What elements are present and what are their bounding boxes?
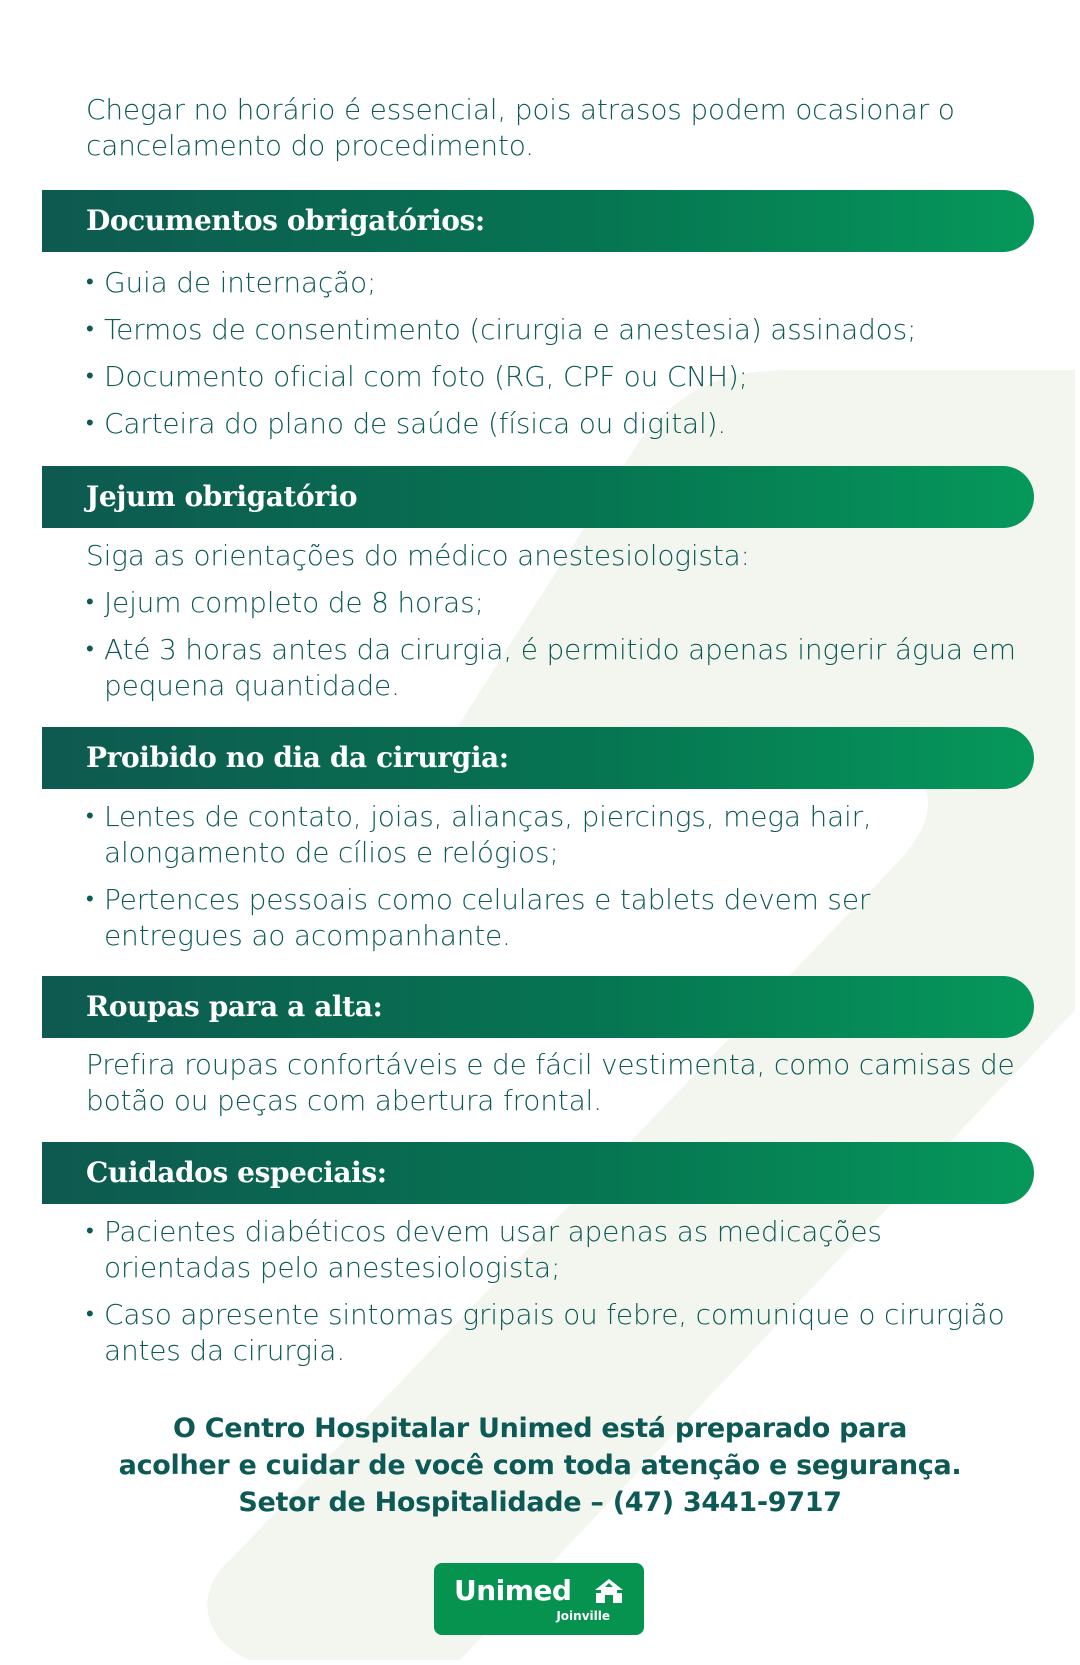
logo-name: Unimed [454,1574,572,1607]
section-banner-clothes [42,976,1034,1038]
section-banner-prohibited [42,727,1034,789]
list-item: • Jejum completo de 8 horas; [86,585,1016,621]
list-item: • Pacientes diabéticos devem usar apenas as medicações orientadas pelo anestesiologista; [86,1214,1016,1286]
list-item: • Termos de consentimento (cirurgia e anestesia) assinados; [86,312,1016,348]
section-title-fasting: Jejum obrigatório [86,480,358,513]
list-item: • Pertences pessoais como celulares e tablets devem ser entregues ao acompanhante. [86,882,1016,954]
clothes-text: Prefira roupas confortáveis e de fácil vestimenta, como camisas de botão ou peças com abertura frontal. [86,1048,1015,1117]
logo-subtitle: Joinville [556,1609,610,1623]
unimed-tree-icon [592,1577,626,1605]
documents-list [86,265,1016,453]
fasting-list [86,585,1016,715]
section-title-special-care: Cuidados especiais: [86,1156,387,1189]
closing-line-2: acolher e cuidar de você com toda atenção e segurança. [118,1450,962,1481]
list-item: • Guia de internação; [86,265,1016,301]
list-item: • Até 3 horas antes da cirurgia, é permitido apenas ingerir água em pequena quantidade. [86,632,1016,704]
section-title-clothes: Roupas para a alta: [86,990,383,1023]
list-item: • Documento oficial com foto (RG, CPF ou CNH); [86,359,1016,395]
list-item: • Caso apresente sintomas gripais ou febre, comunique o cirurgião antes da cirurgia. [86,1297,1016,1369]
prohibited-list [86,799,1016,965]
section-banner-documents [42,190,1034,252]
list-item: • Lentes de contato, joias, alianças, piercings, mega hair, alongamento de cílios e relógios; [86,799,1016,871]
intro-text: Chegar no horário é essencial, pois atrasos podem ocasionar o cancelamento do procedimento. [86,93,955,162]
section-banner-special-care [42,1142,1034,1204]
closing-line-1: O Centro Hospitalar Unimed está preparado para [172,1413,908,1444]
section-title-prohibited: Proibido no dia da cirurgia: [86,741,509,774]
special-care-list [86,1214,1016,1380]
closing-line-3: Setor de Hospitalidade – (47) 3441-9717 [238,1487,842,1518]
unimed-logo [434,1563,644,1635]
fasting-text: Siga as orientações do médico anestesiologista: [86,539,750,572]
closing-message [90,1410,990,1521]
list-item: • Carteira do plano de saúde (física ou digital). [86,406,1016,442]
section-banner-fasting [42,466,1034,528]
section-title-documents: Documentos obrigatórios: [86,204,485,237]
